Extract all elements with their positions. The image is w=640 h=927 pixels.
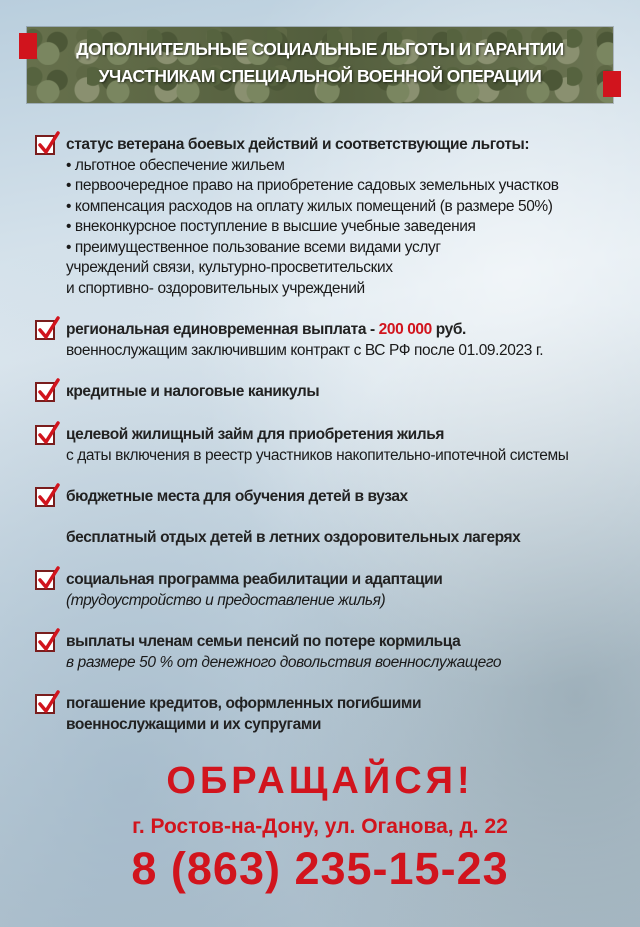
checkbox-checked-icon bbox=[35, 487, 55, 507]
call-to-action: ОБРАЩАЙСЯ! bbox=[166, 760, 474, 802]
benefit-veteran-status bbox=[35, 135, 630, 299]
benefit-subtitle: с даты включения в реестр участников накопительно-ипотечной системы bbox=[66, 446, 569, 464]
benefit-line: • внеконкурсное поступление в высшие учебные заведения bbox=[66, 218, 476, 235]
benefit-title: бесплатный отдых детей в летних оздоровительных лагерях bbox=[66, 529, 521, 546]
checkbox-checked-icon bbox=[35, 425, 55, 445]
benefit-subtitle: в размере 50 % от денежного довольствия военнослужащего bbox=[66, 653, 502, 671]
checkbox-checked-icon bbox=[35, 382, 55, 402]
benefit-line: • первоочередное право на приобретение садовых земельных участков bbox=[66, 177, 559, 194]
benefit-title-cont: военнослужащими и их супругами bbox=[66, 715, 322, 733]
benefit-housing-loan bbox=[35, 425, 630, 466]
benefit-rehabilitation bbox=[35, 570, 630, 611]
benefit-line: • льготное обеспечение жильем bbox=[66, 156, 285, 174]
benefit-title: социальная программа реабилитации и адаптации bbox=[66, 571, 443, 588]
checkbox-checked-icon bbox=[35, 570, 55, 590]
payment-amount: 200 000 bbox=[378, 321, 432, 338]
checkbox-checked-icon bbox=[35, 694, 55, 714]
benefit-title: кредитные и налоговые каникулы bbox=[66, 383, 320, 400]
title-line-1: ДОПОЛНИТЕЛЬНЫЕ СОЦИАЛЬНЫЕ ЛЬГОТЫ И ГАРАНТИИ bbox=[76, 39, 564, 59]
benefit-subtitle: (трудоустройство и предоставление жилья) bbox=[66, 591, 386, 609]
header-banner bbox=[27, 27, 613, 103]
phone-number: 8 (863) 235-15-23 bbox=[131, 843, 509, 894]
checkbox-checked-icon bbox=[35, 632, 55, 652]
payment-currency: руб. bbox=[431, 321, 466, 338]
benefit-survivor-pension bbox=[35, 632, 630, 673]
benefit-holidays bbox=[35, 382, 630, 403]
checkbox-checked-icon bbox=[35, 320, 55, 340]
benefit-education bbox=[35, 487, 630, 508]
benefit-summer-camps bbox=[35, 528, 630, 549]
benefit-regional-payment bbox=[35, 320, 630, 361]
address: г. Ростов-на-Дону, ул. Оганова, д. 22 bbox=[132, 815, 508, 838]
benefit-title: погашение кредитов, оформленных погибшими bbox=[66, 695, 422, 712]
benefit-credit-repayment bbox=[35, 694, 630, 735]
benefit-title: выплаты членам семьи пенсий по потере кормильца bbox=[66, 633, 461, 650]
benefit-line: и спортивно- оздоровительных учреждений bbox=[66, 279, 365, 297]
checkbox-checked-icon bbox=[35, 135, 55, 155]
benefit-line: учреждений связи, культурно-просветительских bbox=[66, 259, 393, 276]
benefit-title: целевой жилищный займ для приобретения жилья bbox=[66, 426, 444, 443]
page-title bbox=[27, 36, 613, 90]
benefit-subtitle: военнослужащим заключившим контракт с ВС РФ после 01.09.2023 г. bbox=[66, 341, 544, 359]
benefit-line: • компенсация расходов на оплату жилых помещений (в размере 50%) bbox=[66, 197, 553, 215]
benefit-line: • преимущественное пользование всеми видами услуг bbox=[66, 238, 441, 256]
title-line-2: УЧАСТНИКАМ СПЕЦИАЛЬНОЙ ВОЕННОЙ ОПЕРАЦИИ bbox=[98, 66, 542, 86]
benefit-title: статус ветерана боевых действий и соответствующие льготы: bbox=[66, 136, 530, 153]
benefit-title: бюджетные места для обучения детей в вузах bbox=[66, 488, 408, 505]
benefit-title: региональная единовременная выплата - bbox=[66, 321, 379, 338]
